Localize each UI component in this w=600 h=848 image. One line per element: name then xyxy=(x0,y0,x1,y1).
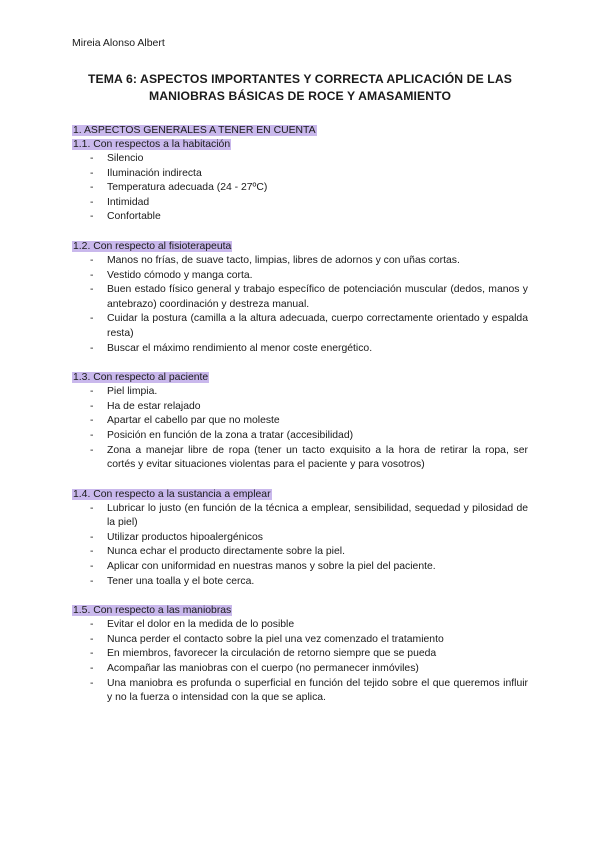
subsection-fisioterapeuta xyxy=(72,240,528,356)
document-body xyxy=(72,124,528,706)
list-item: - Zona a manejar libre de ropa (tener un tacto exquisito a la hora de retirar la ropa, ser cortés y evitar situaciones violentas para el paciente y para vosotros) xyxy=(72,444,528,473)
subsection-maniobras xyxy=(72,604,528,706)
section-heading xyxy=(72,124,528,138)
subsection-habitacion xyxy=(72,138,528,225)
subsection-title: 1.5. Con respecto a las maniobras xyxy=(73,605,232,617)
list-item: - Buscar el máximo rendimiento al menor coste energético. xyxy=(72,342,528,357)
list-item: - Nunca perder el contacto sobre la piel una vez comenzado el tratamiento xyxy=(72,633,528,648)
bullet-list xyxy=(72,502,528,590)
list-item: - Tener una toalla y el bote cerca. xyxy=(72,575,528,590)
list-item: - Utilizar productos hipoalergénicos xyxy=(72,531,528,546)
list-item: - Lubricar lo justo (en función de la técnica a emplear, sensibilidad, sequedad y pilosidad de la piel) xyxy=(72,502,528,531)
list-item: - Ha de estar relajado xyxy=(72,400,528,415)
list-item: - Aplicar con uniformidad en nuestras manos y sobre la piel del paciente. xyxy=(72,560,528,575)
subsection-title: 1.4. Con respecto a la sustancia a emplear xyxy=(73,488,271,500)
list-item: - Acompañar las maniobras con el cuerpo (no permanecer inmóviles) xyxy=(72,662,528,677)
list-item: - Posición en función de la zona a tratar (accesibilidad) xyxy=(72,429,528,444)
list-item: - Evitar el dolor en la medida de lo posible xyxy=(72,618,528,633)
subsection-sustancia xyxy=(72,488,528,590)
list-item: - Intimidad xyxy=(72,196,528,211)
bullet-list xyxy=(72,254,528,356)
subsection-title: 1.3. Con respecto al paciente xyxy=(73,372,209,384)
list-item: - Vestido cómodo y manga corta. xyxy=(72,269,528,284)
list-item: - Piel limpia. xyxy=(72,385,528,400)
list-item: - Manos no frías, de suave tacto, limpias, libres de adornos y con uñas cortas. xyxy=(72,254,528,269)
list-item: - Buen estado físico general y trabajo específico de potenciación muscular (dedos, manos y antebrazo) coordinación y destreza manual. xyxy=(72,283,528,312)
bullet-list xyxy=(72,618,528,706)
section-heading-text: 1. ASPECTOS GENERALES A TENER EN CUENTA xyxy=(73,125,316,136)
subsection-paciente xyxy=(72,371,528,473)
subsection-title: 1.1. Con respectos a la habitación xyxy=(73,139,231,150)
list-item: - Una maniobra es profunda o superficial en función del tejido sobre el que queremos influir y no la fuerza o intensidad con la que se aplica. xyxy=(72,677,528,706)
list-item: - Nunca echar el producto directamente sobre la piel. xyxy=(72,545,528,560)
list-item: - En miembros, favorecer la circulación de retorno siempre que se pueda xyxy=(72,647,528,662)
list-item: - Apartar el cabello par que no moleste xyxy=(72,414,528,429)
list-item: - Iluminación indirecta xyxy=(72,167,528,182)
subsection-title: 1.2. Con respecto al fisioterapeuta xyxy=(73,240,232,252)
bullet-list xyxy=(72,385,528,473)
bullet-list xyxy=(72,152,528,225)
list-item: - Cuidar la postura (camilla a la altura adecuada, cuerpo correctamente orientado y espalda resta) xyxy=(72,312,528,341)
list-item: - Confortable xyxy=(72,210,528,225)
list-item: - Silencio xyxy=(72,152,528,167)
document-title: TEMA 6: ASPECTOS IMPORTANTES Y CORRECTA APLICACIÓN DE LAS MANIOBRAS BÁSICAS DE ROCE Y AMASAMIENTO xyxy=(88,72,512,103)
author-name: Mireia Alonso Albert xyxy=(72,37,165,49)
list-item: - Temperatura adecuada (24 - 27ºC) xyxy=(72,181,528,196)
